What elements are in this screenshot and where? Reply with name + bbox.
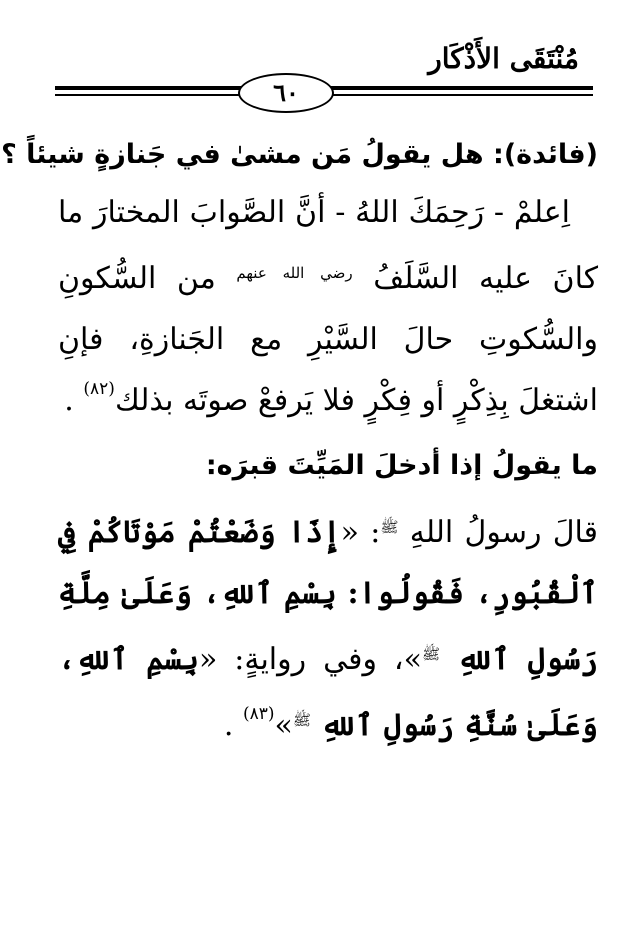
paragraph-funeral-silence: [58, 182, 598, 431]
honorific-mark: رضي الله عنهم: [236, 264, 353, 282]
hadith-close-final: »: [274, 708, 293, 743]
paragraph-burial-hadith: [58, 497, 598, 756]
honorific-mark: ﷺ: [380, 518, 399, 536]
footnote-ref: (٨٢): [83, 379, 115, 399]
paragraph-text: اِعلمْ - رَحِمَكَ اللهُ - أنَّ الصَّوابَ المختارَ ما كانَ عليه السَّلَفُ: [58, 195, 598, 296]
honorific-mark: ﷺ: [292, 711, 312, 729]
paragraph-end: .: [64, 383, 74, 418]
honorific-mark: ﷺ: [421, 645, 441, 663]
paragraph-end: .: [223, 708, 234, 743]
page-content: [1, 128, 598, 756]
paragraph-text-continued: من السُّكونِ والسُّكوتِ حالَ السَّيْرِ مع الجَنازةِ، فإنِ اشتغلَ بِذِكْرٍ أو فِكْرٍ فلا يَرفعْ صوتَه بذلك: [58, 261, 598, 418]
hadith-close: »، وفي روايةٍ: «: [198, 642, 422, 677]
footnote-ref: (٨٣): [242, 704, 275, 724]
page-number: ٦٠: [238, 73, 334, 113]
book-title: مُنْتَقَى الأَذْكَار: [428, 42, 579, 75]
section-heading-benefit: (فائدة): هل يقولُ مَن مشىٰ في جَنازةٍ شيئاً ؟: [1, 139, 598, 170]
section-heading-burial: ما يقولُ إذا أدخلَ المَيِّتَ قبرَه:: [205, 450, 598, 481]
hadith-quote: إِذَا وَضَعْتُمْ مَوْتَاكُمْ فِي ٱلْقُبُورِ، فَقُولُوا: بِسْمِ ٱللهِ، وَعَلَىٰ مِلَّةِ رَسُولِ ٱللهِ: [58, 515, 598, 677]
hadith-intro: قالَ رسولُ اللهِ: [409, 515, 598, 550]
page-header: [0, 0, 637, 110]
hadith-open: : «: [340, 515, 381, 550]
hadith-quote-variant: بِسْمِ ٱللهِ، وَعَلَىٰ سُنَّةِ رَسُولِ ٱللهِ: [58, 642, 598, 743]
